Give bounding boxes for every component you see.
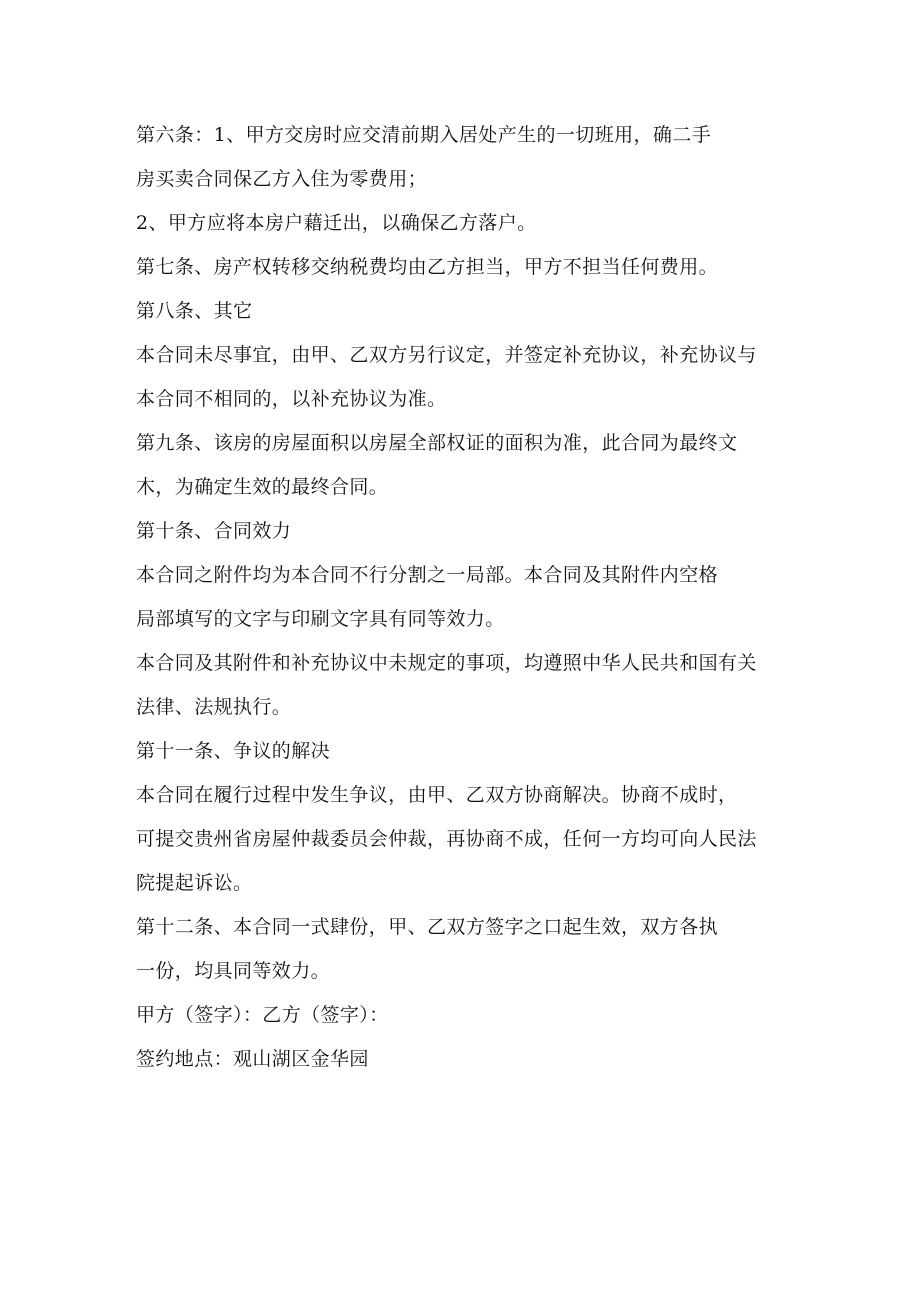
article-11-line-1: 本合同在履行过程中发生争议，由甲、乙双方协商解决。协商不成时，	[136, 784, 738, 806]
article-8-heading: 第八条、其它	[136, 300, 253, 322]
article-6-line-2: 房买卖合同保乙方入住为零费用；	[136, 168, 428, 190]
article-6-item-2: 2、甲方应将本房户藉迁出，以确保乙方落户。	[136, 212, 537, 234]
article-8-line-2: 本合同不相同的，以补充协议为准。	[136, 388, 447, 410]
article-12-line-2: 一份，均具同等效力。	[136, 960, 331, 982]
article-8-line-1: 本合同未尽事宜，由甲、乙双方另行议定，并签定补充协议，补充协议与	[136, 344, 757, 366]
article-10-para-2-line-2: 法律、法规执行。	[136, 696, 292, 718]
signature-line: 甲方（签字）：乙方（签字）：	[136, 1004, 389, 1026]
article-12-line-1: 第十二条、本合同一式肆份，甲、乙双方签字之口起生效，双方各执	[136, 916, 719, 938]
article-9-line-1: 第九条、该房的房屋面积以房屋全部权证的面积为准，此合同为最终文	[136, 432, 738, 454]
article-10-heading: 第十条、合同效力	[136, 520, 292, 542]
article-7: 第七条、房产权转移交纳税费均由乙方担当，甲方不担当任何费用。	[136, 256, 719, 278]
article-10-para-2-line-1: 本合同及其附件和补充协议中未规定的事项，均遵照中华人民共和国有关	[136, 652, 757, 674]
article-11-heading: 第十一条、争议的解决	[136, 740, 331, 762]
article-11-line-3: 院提起诉讼。	[136, 872, 253, 894]
article-11-line-2: 可提交贵州省房屋仲裁委员会仲裁，再协商不成，任何一方均可向人民法	[136, 828, 757, 850]
article-10-para-1-line-2: 局部填写的文字与印刷文字具有同等效力。	[136, 608, 505, 630]
article-9-line-2: 木，为确定生效的最终合同。	[136, 476, 389, 498]
article-6-line-1: 第六条：1、甲方交房时应交清前期入居处产生的一切班用，确二手	[136, 124, 712, 146]
article-10-para-1-line-1: 本合同之附件均为本合同不行分割之一局部。本合同及其附件内空格	[136, 564, 719, 586]
document-body	[136, 113, 796, 1081]
signing-location: 签约地点：观山湖区金华园	[136, 1048, 369, 1070]
